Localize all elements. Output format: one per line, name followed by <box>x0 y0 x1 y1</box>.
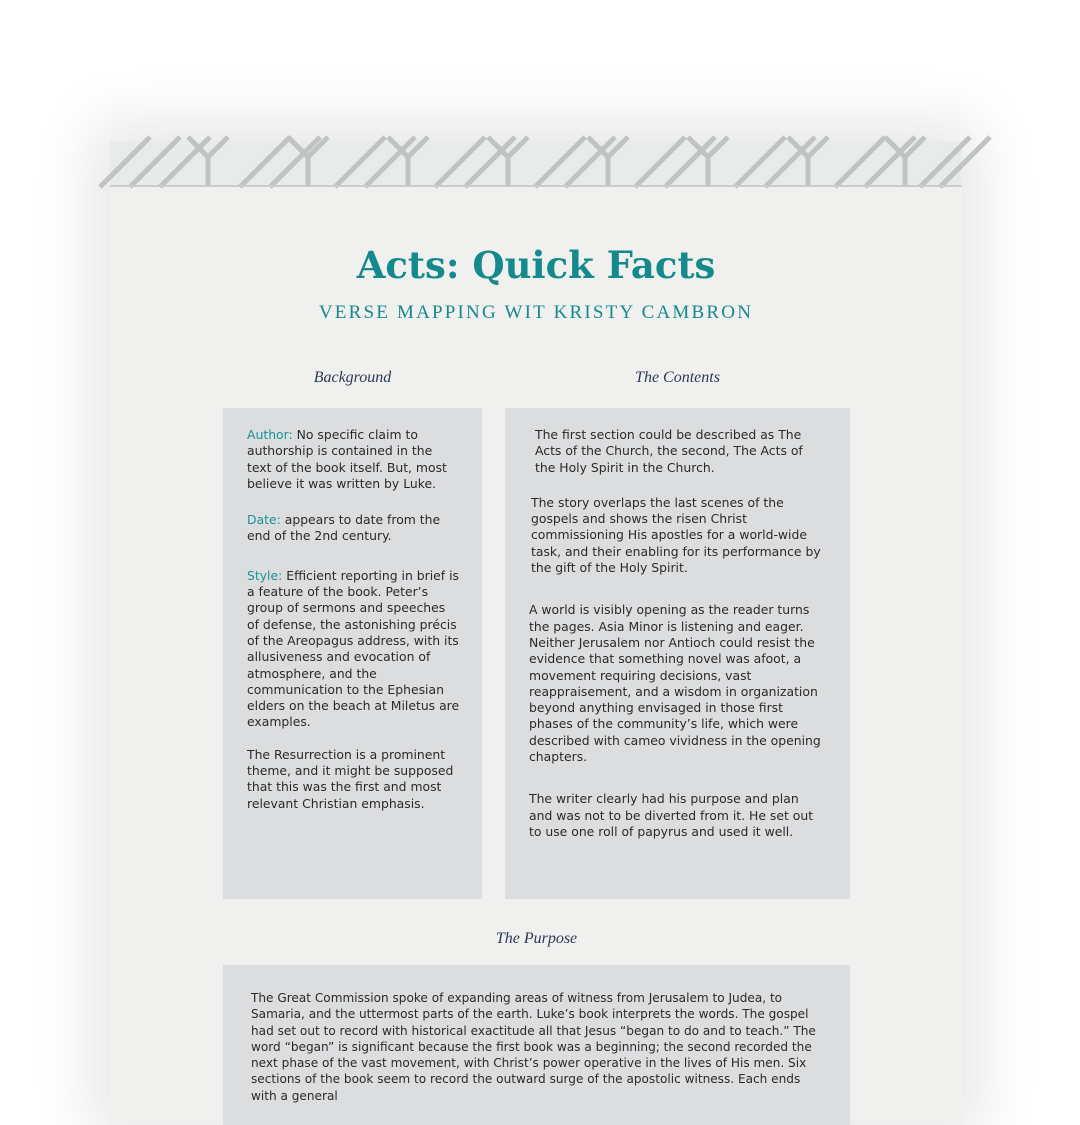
author-text: No specific claim to authorship is contained in the text of the book itself. But, most believe it was written by Luke. <box>247 427 447 491</box>
contents-paragraph: A world is visibly opening as the reader turns the pages. Asia Minor is listening and eager. Neither Jerusalem nor Antioch could resist the evidence that something novel was afoot, a movement requiring decisions, vast reappraisement, and a wisdom in organization beyond anything envisaged in those first phases of the community’s life, which were described with cameo vividness in the opening chapters. <box>529 602 821 765</box>
background-box <box>223 408 482 899</box>
document-page <box>110 141 962 1121</box>
style-text: Efficient reporting in brief is a feature of the book. Peter’s group of sermons and speeches of defense, the astonishing précis of the Areopagus address, with its allusiveness and evocation of atmosphere, and the communication to the Ephesian elders on the beach at Miletus are examples. <box>247 567 460 730</box>
page-title: Acts: Quick Facts <box>356 243 716 287</box>
background-heading: Background <box>313 369 392 386</box>
contents-box <box>505 408 850 899</box>
contents-paragraph: The story overlaps the last scenes of the gospels and shows the risen Christ commissioning His apostles for a world-wide task, and their enabling for its performance by the gift of the Holy Spirit. <box>531 494 821 576</box>
purpose-paragraph: The Great Commission spoke of expanding areas of witness from Jerusalem to Judea, to Samaria, and the uttermost parts of the earth. Luke’s book interprets the words. The gospel had set out to record with historical exactitude all that Jesus “began to do and to teach.” The word “began” is significant because the first book was a beginning; the second recorded the next phase of the vast movement, with Christ’s power operative in the lives of His men. Six sections of the book seem to record the outward surge of the apostolic witness. Each ends with a general <box>251 991 816 1103</box>
date-paragraph <box>247 512 460 545</box>
contents-paragraph: The writer clearly had his purpose and plan and was not to be diverted from it. He set out to use one roll of papyrus and used it well. <box>529 791 814 839</box>
resurrection-paragraph: The Resurrection is a prominent theme, and it might be supposed that this was the first and most relevant Christian emphasis. <box>247 746 454 811</box>
author-paragraph <box>247 427 460 492</box>
contents-heading: The Contents <box>635 369 720 386</box>
purpose-box <box>223 965 850 1125</box>
page-subtitle: VERSE MAPPING WIT KRISTY CAMBRON <box>318 302 754 323</box>
date-label: Date: <box>247 512 281 528</box>
contents-paragraph: The first section could be described as The Acts of the Church, the second, The Acts of the Holy Spirit in the Church. <box>535 427 803 475</box>
herringbone-pattern-banner <box>110 141 962 187</box>
author-label: Author: <box>247 427 293 442</box>
style-label: Style: <box>247 567 283 583</box>
purpose-heading: The Purpose <box>495 930 578 947</box>
style-paragraph <box>247 568 460 731</box>
date-text: appears to date from the end of the 2nd century. <box>247 512 441 544</box>
